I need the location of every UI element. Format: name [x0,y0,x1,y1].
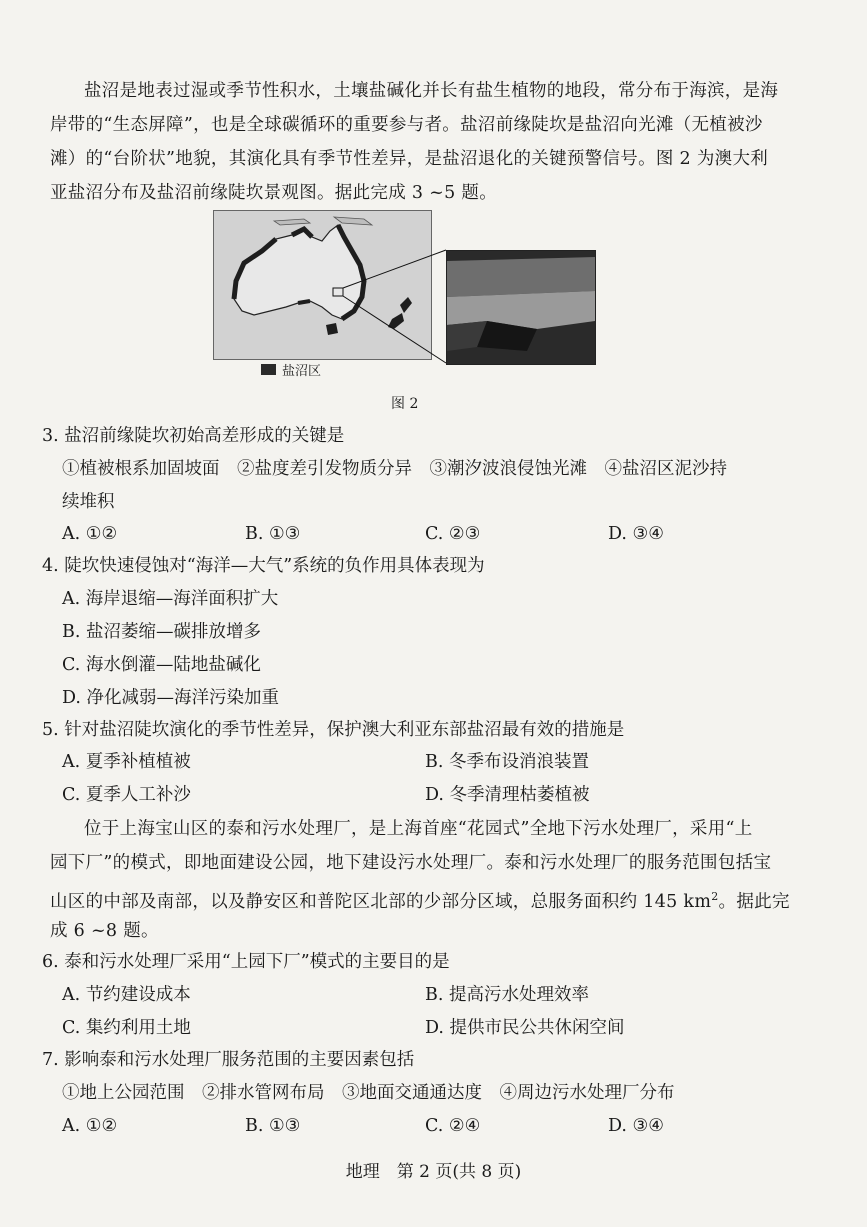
q7-option-c[interactable]: C. ②④ [425,1116,481,1136]
q3-option-a[interactable]: A. ①② [62,524,118,544]
q3-stem: 3. 盐沼前缘陡坎初始高差形成的关键是 [42,426,345,446]
intro2-line-1: 位于上海宝山区的泰和污水处理厂，是上海首座“花园式”全地下污水处理厂，采用“上 [84,819,753,839]
q3-option-d[interactable]: D. ③④ [608,524,664,544]
saltmarsh-scarp-photo [446,250,596,365]
legend-label-saltmarsh: 盐沼区 [282,364,322,379]
q7-option-b[interactable]: B. ①③ [245,1116,301,1136]
intro2-line-4: 成 6 ~8 题。 [50,921,159,941]
q6-option-b[interactable]: B. 提高污水处理效率 [425,985,589,1005]
q7-option-a[interactable]: A. ①② [62,1116,118,1136]
page-footer: 地理 第 2 页(共 8 页) [345,1162,522,1182]
intro2-line-2: 园下厂”的模式，即地面建设公园，地下建设污水处理厂。泰和污水处理厂的服务范围包括宝 [50,853,772,873]
q7-option-d[interactable]: D. ③④ [608,1116,664,1136]
q6-stem: 6. 泰和污水处理厂采用“上园下厂”模式的主要目的是 [42,952,450,972]
intro1-line-2: 岸带的“生态屏障”，也是全球碳循环的重要参与者。盐沼前缘陡坎是盐沼向光滩（无植被沙 [50,115,763,135]
q3-items-line-2: 续堆积 [62,492,115,512]
figure-caption: 图 2 [391,396,419,412]
q6-option-c[interactable]: C. 集约利用土地 [62,1018,191,1038]
q4-option-c[interactable]: C. 海水倒灌—陆地盐碱化 [62,655,261,675]
q7-stem: 7. 影响泰和污水处理厂服务范围的主要因素包括 [42,1050,415,1070]
intro2-line-3-text: 山区的中部及南部，以及静安区和普陀区北部的少部分区域，总服务面积约 145 km [50,891,712,912]
q3-option-c[interactable]: C. ②③ [425,524,481,544]
q6-option-d[interactable]: D. 提供市民公共休闲空间 [425,1018,625,1038]
q3-items-line-1: ①植被根系加固坡面 ②盐度差引发物质分异 ③潮汐波浪侵蚀光滩 ④盐沼区泥沙持 [62,459,727,479]
q4-option-a[interactable]: A. 海岸退缩—海洋面积扩大 [62,589,279,609]
q5-option-d[interactable]: D. 冬季清理枯萎植被 [425,785,590,805]
intro2-area-superscript: 2 [711,890,719,903]
q5-option-c[interactable]: C. 夏季人工补沙 [62,785,191,805]
q5-option-b[interactable]: B. 冬季布设消浪装置 [425,752,589,772]
q4-option-b[interactable]: B. 盐沼萎缩—碳排放增多 [62,622,261,642]
intro2-line-3 [50,880,822,919]
q6-option-a[interactable]: A. 节约建设成本 [62,985,191,1005]
q5-stem: 5. 针对盐沼陡坎演化的季节性差异，保护澳大利亚东部盐沼最有效的措施是 [42,720,625,740]
intro2-line-3-tail: 。据此完 [718,891,790,912]
figure-2 [213,210,613,410]
legend-swatch-saltmarsh [261,364,276,375]
q3-option-b[interactable]: B. ①③ [245,524,301,544]
figure-legend [261,360,321,379]
q4-option-d[interactable]: D. 净化减弱—海洋污染加重 [62,688,280,708]
intro1-line-4: 亚盐沼分布及盐沼前缘陡坎景观图。据此完成 3 ~5 题。 [50,183,498,203]
q7-items: ①地上公园范围 ②排水管网布局 ③地面交通通达度 ④周边污水处理厂分布 [62,1083,675,1103]
intro1-line-3: 滩）的“台阶状”地貌，其演化具有季节性差异，是盐沼退化的关键预警信号。图 2 为澳大利 [50,149,769,169]
q5-option-a[interactable]: A. 夏季补植植被 [62,752,191,772]
intro1-line-1: 盐沼是地表过湿或季节性积水，土壤盐碱化并长有盐生植物的地段，常分布于海滨，是海 [84,81,779,101]
scarp-photo-graphic [447,251,595,364]
q4-stem: 4. 陡坎快速侵蚀对“海洋—大气”系统的负作用具体表现为 [42,556,485,576]
